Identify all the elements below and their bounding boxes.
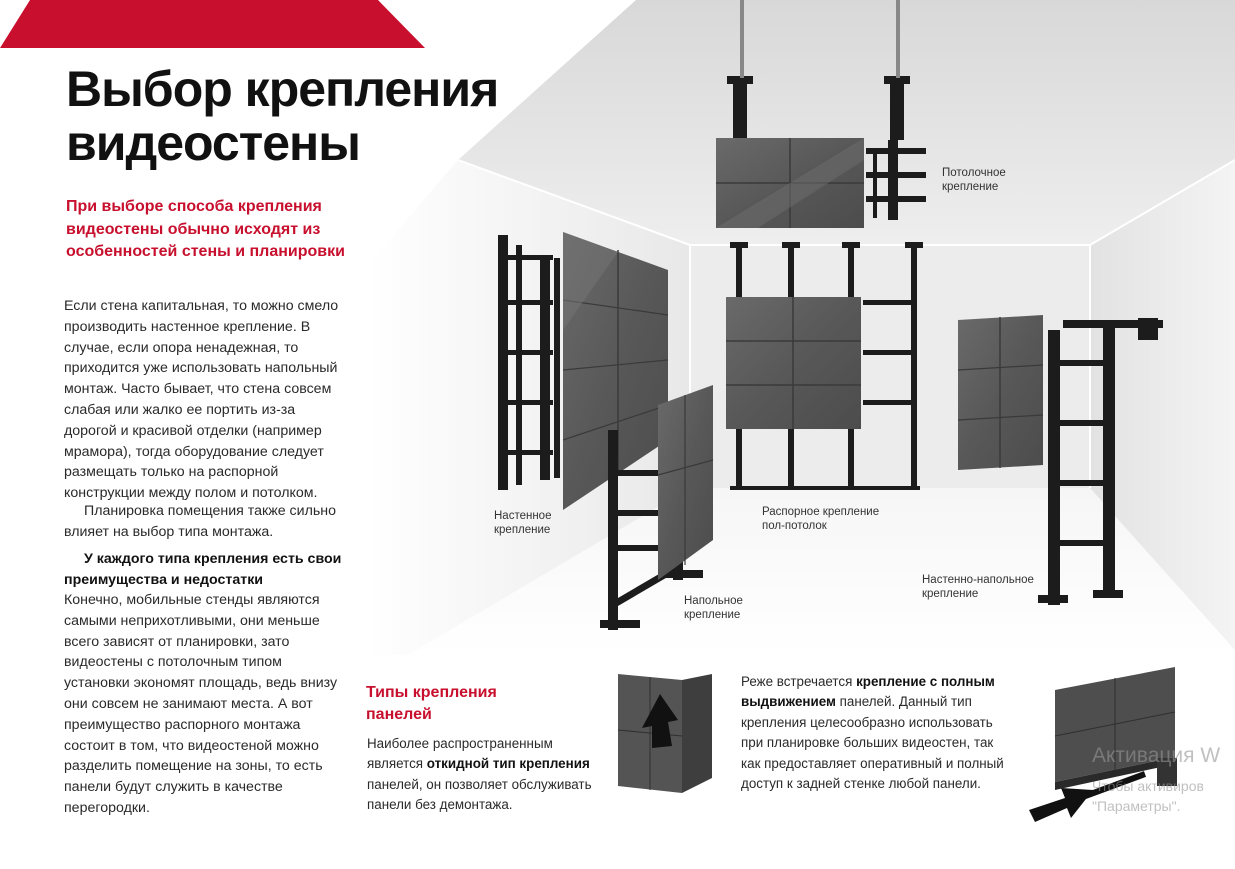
paragraph-layout: Планировка помещения также сильно влияет на выбор типа монтажа. bbox=[64, 503, 336, 540]
paragraph-tilt-mount: Наиболее распространенным является откидной тип крепления панелей, он позволяет обслуживать панели без демонтажа. bbox=[367, 736, 592, 813]
label-wall-mount: Настенное крепление bbox=[494, 510, 552, 536]
paragraph-mobile-stands: Конечно, мобильные стенды являются самыми неприхотливыми, они меньше всего зависят от планировки, зато видеостены с потолочным типом установки экономят площадь, ведь внизу они совсем не занимают места. А вот преимущество распорного монтажа состоит в том, что видеостеной можно разделить помещение на зоны, то есть панели будут служить в качестве перегородки. bbox=[64, 592, 338, 816]
label-spacer-mount: Распорное крепление пол-потолок bbox=[762, 506, 880, 532]
title-line-2: видеостены bbox=[66, 115, 360, 171]
label-ceiling-mount: Потолочное крепление bbox=[942, 167, 1006, 193]
label-wall-floor-mount: Настенно-напольное крепление bbox=[922, 574, 1034, 600]
page-subtitle: При выборе способа крепления видеостены обычно исходят из особенностей стены и планировки bbox=[66, 198, 345, 260]
activation-watermark-text: Чтобы активиров "Параметры". bbox=[1092, 778, 1204, 814]
label-floor-mount: Напольное крепление bbox=[684, 595, 743, 621]
paragraph-full-extension: Реже встречается крепление с полным выдвижением панелей. Данный тип крепления целесообразно использовать при планировке больших видеостен, так как предоставляет оперативный и полный доступ к задней стенке любой панели. bbox=[741, 674, 1004, 792]
title-line-1: Выбор крепления bbox=[66, 61, 499, 117]
room-illustration bbox=[368, 0, 1235, 655]
red-ribbon-decoration bbox=[0, 0, 425, 48]
section-heading-advantages: У каждого типа крепления есть свои преимущества и недостатки bbox=[64, 551, 342, 588]
tilt-panel-image bbox=[612, 668, 714, 800]
paragraph-wall-choice: Если стена капитальная, то можно смело производить настенное крепление. В случае, если опора ненадежная, то приходится уже использовать напольный монтаж. Часто бывает, что стена совсем слабая или жалко ее портить из-за дорогой и красивой отделки (например мрамора), тогда оборудование следует размещать только на распорной конструкции между полом и потолком. bbox=[64, 298, 339, 502]
activation-watermark-title: Активация W bbox=[1092, 744, 1221, 767]
arrow-down-left-icon bbox=[1029, 788, 1093, 822]
panel-types-title: Типы крепления панелей bbox=[366, 684, 497, 723]
